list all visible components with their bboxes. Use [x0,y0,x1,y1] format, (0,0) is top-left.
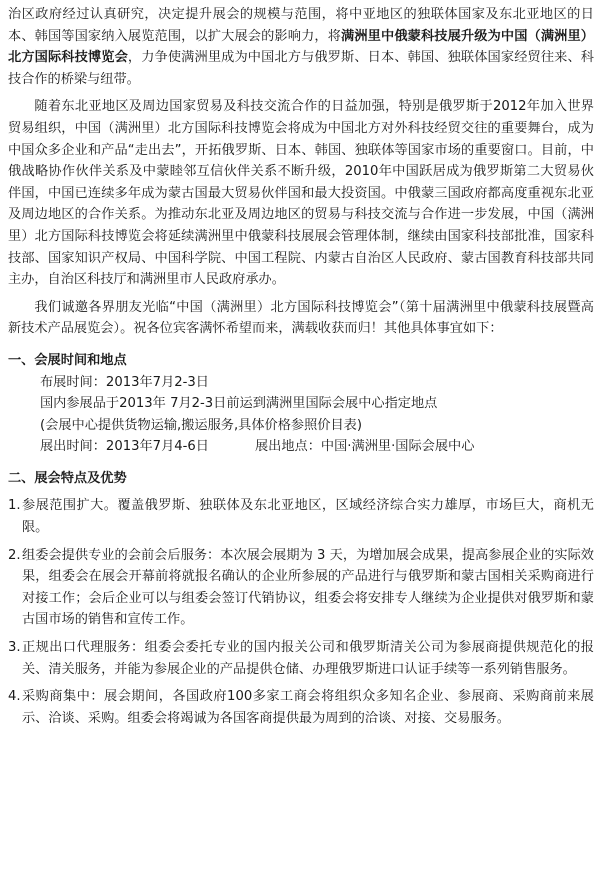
list-item [8,545,594,631]
intro-text-part2: ，力争使满洲里成为中国北方与俄罗斯、日本、韩国、独联体国家经贸往来、科技合作的桥梁与纽带。 [8,50,594,87]
section-2-list [8,495,594,729]
list-item-number: 2. [8,547,21,563]
shipping-note: (会展中心提供货物运输,搬运服务,具体价格参照价目表) [40,417,362,433]
paragraph-3: 我们诚邀各界朋友光临“中国（满洲里）北方国际科技博览会”（第十届满洲里中俄蒙科技展暨高新技术产品展览会）。祝各位宾客满怀希望而来，满载收获而归！其他具体事宜如下： [8,299,594,337]
intro-text-part1: 治区政府经过认真研究，决定提升展会的规模与范围，将中亚地区的独联体国家及东北亚地区的日本、韩国等国家纳入展览范围，以扩大展会的影响力，将 [8,7,594,44]
list-item-text: 组委会提供专业的会前会后服务：本次展会展期为 3 天，为增加展会成果，提高参展企业的实际效果，组委会在展会开幕前将就报名确认的企业所参展的产品进行与俄罗斯和蒙古国相关采购商进行对接工作；会后企业可以与组委会签订代销协议，组委会将安排专人继续为企业提供对俄罗斯和蒙古国市场的销售和宣传工作。 [22,547,594,628]
list-item-text: 采购商集中：展会期间，各国政府100多家工商会将组织众多知名企业、参展商、采购商前来展示、洽谈、采购。组委会将竭诚为各国客商提供最为周到的洽谈、对接、交易服务。 [22,689,594,726]
exhibit-line [40,436,594,458]
list-item-number: 3. [8,640,21,656]
list-item-text: 正规出口代理服务：组委会委托专业的国内报关公司和俄罗斯清关公司为参展商提供规范化的报关、清关服务，并能为参展企业的产品提供仓储、办理俄罗斯进口认证手续等一系列销售服务。 [22,640,594,677]
list-item [8,637,594,680]
setup-time: 布展时间：2013年7月2-3日 [40,374,209,390]
intro-text-bold: 满洲里中俄蒙科技展升级为中国（满洲里）北方国际科技博览会 [8,28,594,66]
list-item-number: 1. [8,498,21,514]
list-item [8,495,594,538]
section-2-title: 二、展会特点及优势 [8,470,127,486]
intro-paragraph [8,4,594,90]
shipping-deadline: 国内参展品于2013年 7月2-3日前运到满洲里国际会展中心指定地点 [40,396,438,412]
exhibit-venue: 展出地点：中国·满洲里·国际会展中心 [255,439,475,455]
list-item-text: 参展范围扩大。覆盖俄罗斯、独联体及东北亚地区，区域经济综合实力雄厚，市场巨大，商机无限。 [22,498,594,536]
document-page [0,4,599,886]
list-item-number: 4. [8,689,21,705]
list-item [8,686,594,729]
paragraph-2: 随着东北亚地区及周边国家贸易及科技交流合作的日益加强，特别是俄罗斯于2012年加入世界贸易组织，中国（满洲里）北方国际科技博览会将成为中国北方对外科技经贸交往的重要舞台，成为中国众多企业和产品“走出去”，开拓俄罗斯、日本、韩国、独联体等国家市场的重要窗口。目前，中俄战略协作伙伴关系及中蒙睦邻互信伙伴关系不断升级，2010年中国跃居成为俄罗斯第二大贸易伙伴国，中国已连续多年成为蒙古国最大贸易伙伴国和最大投资国。中俄蒙三国政府都高度重视东北亚及周边地区的合作关系。为推动东北亚及周边地区的贸易与科技交流与合作进一步发展，中国（满洲里）北方国际科技博览会将延续满洲里中俄蒙科技展展会管理体制，继续由国家科技部批准，国家科技部、国家知识产权局、中国科学院、中国工程院、内蒙古自治区人民政府、蒙古国教育科技部共同主办，自治区科技厅和满洲里市人民政府承办。 [8,99,594,288]
section-1-title: 一、会展时间和地点 [8,352,127,368]
section-1-body [8,372,594,458]
exhibit-time: 展出时间：2013年7月4-6日 [40,439,209,455]
